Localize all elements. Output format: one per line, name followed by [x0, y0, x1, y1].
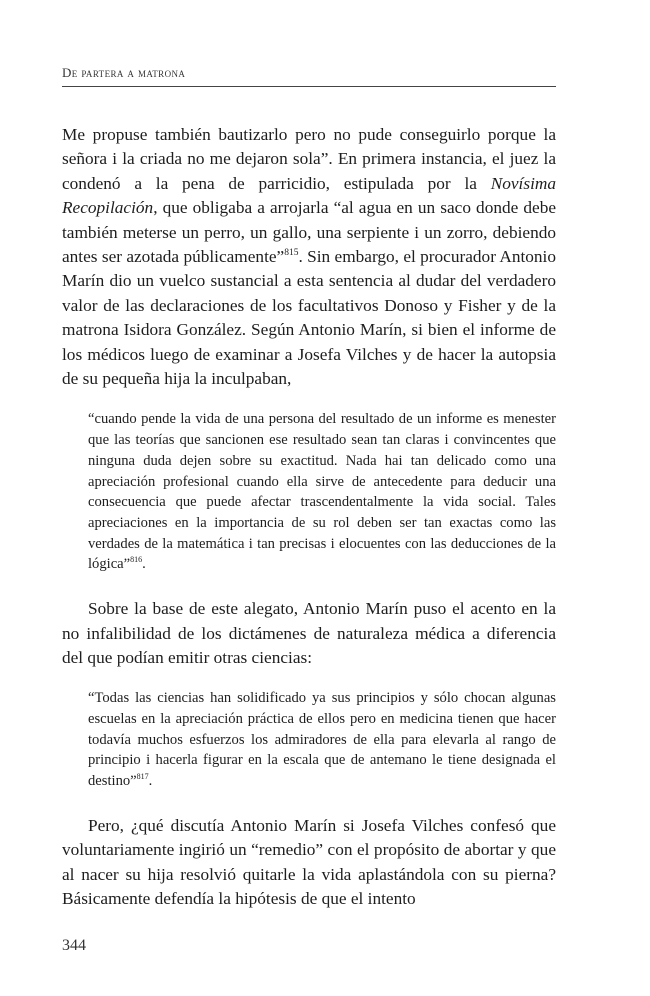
- paragraph-1-text-c: . Sin embargo, el procurador Antonio Marín dio un vuelco sustancial a esta sentencia al dudar del verdadero valor de las declaraciones de los facultativos Donoso y Fisher y de la matrona Isidora González. Según Antonio Marín, si bien el informe de los médicos luego de examinar a Josefa Vilches y de hacer la autopsia de su pequeña hija la inculpaban,: [62, 247, 556, 389]
- block-quote-1-end: .: [142, 556, 146, 573]
- paragraph-2: Sobre la base de este alegato, Antonio Marín puso el acento en la no infalibilidad de los dictámenes de naturaleza médica a diferencia del que podían emitir otras ciencias:: [62, 599, 556, 667]
- block-quote-1-text: “cuando pende la vida de una persona del resultado de un informe es menester que las teorías que sancionen ese resultado sean tan claras i convincentes que ninguna duda dejen sobre su exactitud. Nada hai tan delicado como una apreciación profesional cuando ella sirve de antecedente para deducir una consecuencia que puede afectar trascendentalmente la vida social. Tales apreciaciones en la importancia de su rol deben ser tan exactas como las verdades de la matemática i tan precisas i elocuentes con las deducciones de la lógica”: [88, 411, 556, 573]
- running-header: [62, 66, 556, 87]
- page-body: [62, 123, 556, 911]
- footnote-ref-817[interactable]: 817: [136, 772, 149, 782]
- footnote-ref-815[interactable]: 815: [284, 248, 299, 259]
- block-quote-2-text: “Todas las ciencias han solidificado ya sus principios y sólo chocan algunas escuelas en la apreciación práctica de ellos pero en medicina tienen que hacer todavía muchos esfuerzos los admiradores de ella para elevarla al rango de principio i hacerla figurar en la escala que de antemano le tiene designada el destino”: [88, 690, 556, 790]
- paragraph-1-text-b: , que obligaba a arrojarla “al agua en un saco donde debe también meterse un perro, un gallo, una serpiente i un zorro, debiendo antes ser azotada públicamente”: [62, 198, 556, 267]
- block-quote-1: [88, 409, 556, 575]
- running-title: De partera a matrona: [62, 65, 186, 80]
- paragraph-1-text-a: Me propuse también bautizarlo pero no pude conseguirlo porque la señora i la criada no me dejaron sola”. En primera instancia, el juez la condenó a la pena de parricidio, estipulada por la: [62, 125, 556, 193]
- block-quote-2-end: .: [148, 773, 153, 790]
- paragraph-3: Pero, ¿qué discutía Antonio Marín si Josefa Vilches confesó que voluntariamente ingirió un “remedio” con el propósito de abortar y que al nacer su hija resolvió quitarle la vida aplastándola con su pierna? Básicamente defendía la hipótesis de que el intento: [62, 815, 556, 909]
- footnote-ref-816[interactable]: 816: [130, 555, 143, 565]
- book-title: Novísima Recopilación: [62, 173, 556, 218]
- paragraph-1: [62, 123, 556, 391]
- block-quote-2: [88, 688, 556, 792]
- page-number: 344: [62, 937, 86, 954]
